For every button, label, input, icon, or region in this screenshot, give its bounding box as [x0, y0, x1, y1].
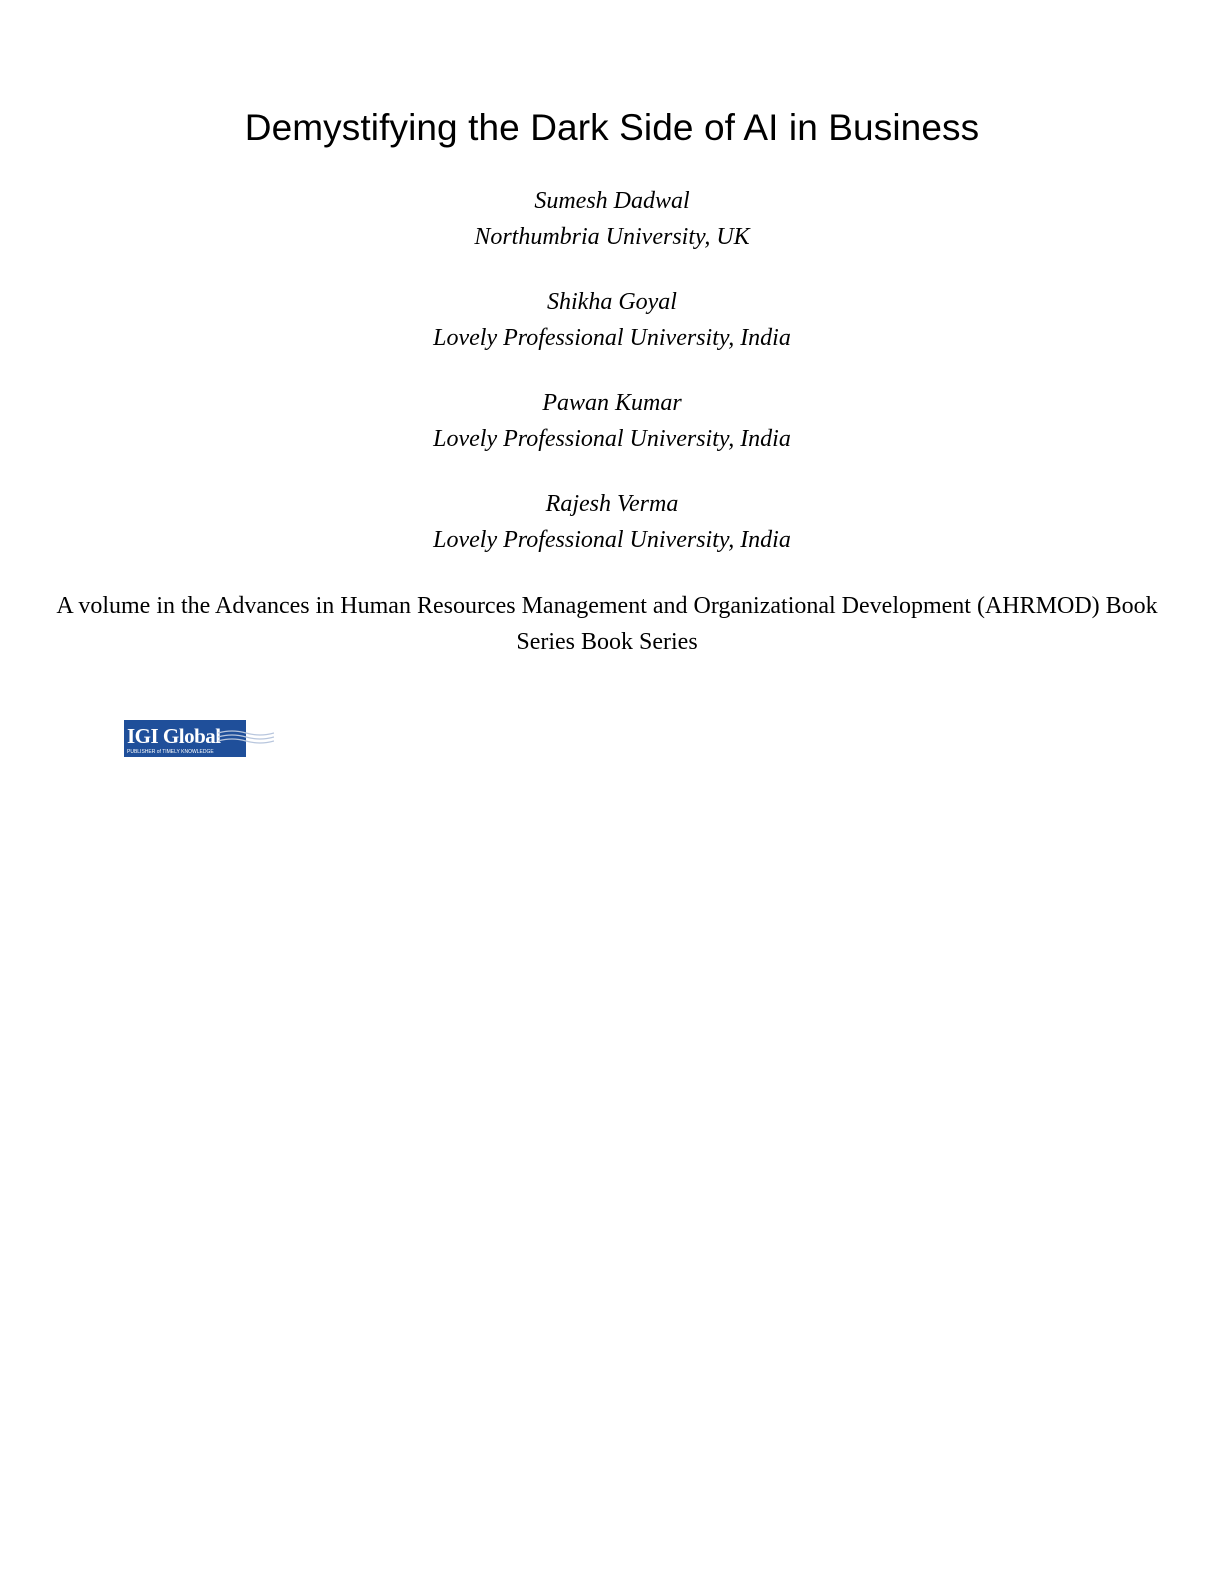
author-entry — [0, 385, 1224, 457]
author-affiliation: Lovely Professional University, India — [433, 527, 791, 553]
logo-wordmark: IGI Global — [127, 724, 221, 748]
author-entry — [0, 183, 1224, 255]
author-name: Rajesh Verma — [545, 491, 679, 517]
author-affiliation: Northumbria University, UK — [474, 224, 750, 250]
author-entry — [0, 284, 1224, 356]
author-name: Shikha Goyal — [547, 289, 677, 315]
logo-tagline: PUBLISHER of TIMELY KNOWLEDGE — [127, 749, 214, 755]
author-entry — [0, 486, 1224, 558]
igi-global-logo — [124, 720, 274, 757]
series-note: A volume in the Advances in Human Resources Management and Organizational Development (AHRMOD) Book Series Book Series — [56, 593, 1158, 655]
book-title: Demystifying the Dark Side of AI in Business — [244, 107, 980, 148]
author-affiliation: Lovely Professional University, India — [433, 426, 791, 452]
author-affiliation: Lovely Professional University, India — [433, 325, 791, 351]
author-name: Sumesh Dadwal — [534, 188, 690, 214]
author-name: Pawan Kumar — [542, 390, 682, 416]
